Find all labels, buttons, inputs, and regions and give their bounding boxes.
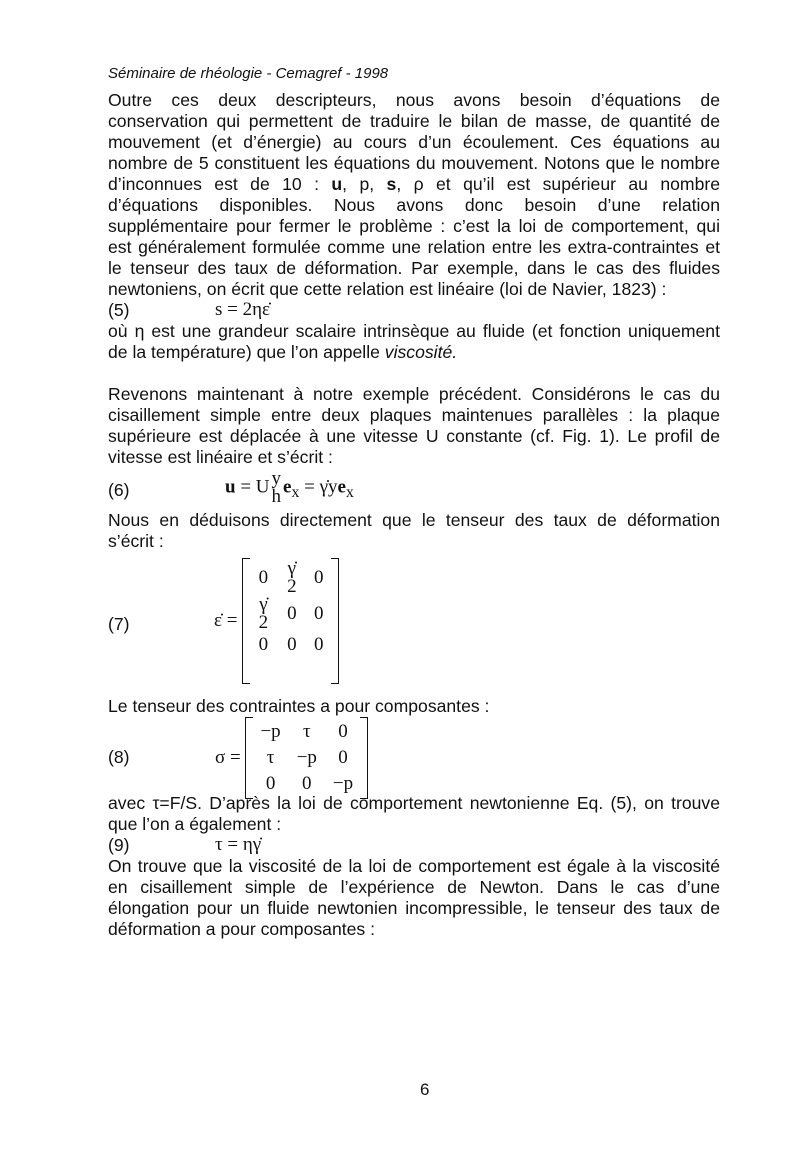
paragraph-viscosity [108,321,720,363]
text-line: en cisaillement simple de l’expérience de Newton. Dans le cas d’une [108,877,720,897]
text-line: Outre ces deux descripteurs, nous avons besoin d’équations de [108,90,720,110]
paragraph-shear-example [108,384,720,468]
text-line: Revenons maintenant à notre exemple précédent. Considérons le cas du [108,384,720,404]
text-line: On trouve que la viscosité de la loi de comportement est égale à la viscosité [108,856,720,876]
eq5-rhs: 2ηε̇ [242,299,271,320]
paragraph-elongation [108,856,720,940]
italic-term: viscosité. [384,342,458,362]
bold-symbol: u [331,174,343,194]
document-body [108,90,720,940]
eq9-expression: τ = ηγ̇ [215,834,262,855]
running-header: Séminaire de rhéologie - Cemagref - 1998 [108,65,389,82]
eq8-lhs: σ = [215,747,241,768]
stress-matrix: −p τ 0 τ −p 0 0 0 −p [245,717,368,799]
equation-number: (8) [108,747,130,767]
text-line: Le tenseur des contraintes a pour composantes : [108,696,490,716]
paragraph-conservation [108,90,720,300]
equation-5 [108,300,720,321]
eq5-lhs: s [215,299,223,320]
text-line: conservation qui permettent de traduire le bilan de masse, de quantité de [108,111,720,131]
eq6-lhs: u [225,476,236,498]
fraction-y-over-h: y h [271,468,282,507]
text-line [108,174,720,195]
text-line: d’équations disponibles. Nous avons donc besoin d’une relation [108,195,720,215]
equation-number: (9) [108,835,130,855]
equation-number: (6) [108,480,130,500]
text-line: que l’on a également : [108,814,282,834]
page-number: 6 [420,1080,430,1099]
text-line: s’écrit : [108,531,164,551]
equation-number: (5) [108,300,130,320]
text-line: où η est une grandeur scalaire intrinsèque au fluide (et fonction uniquement [108,321,720,341]
text-line: cisaillement simple entre deux plaques maintenues parallèles : la plaque [108,405,720,425]
eq6-ex: e [283,476,292,498]
text-line: avec τ=F/S. D’après la loi de comportement newtonienne Eq. (5), on trouve [108,793,720,813]
paragraph-strain-rate [108,510,720,552]
eq6-gamma-term: = γ̇y [304,476,338,498]
text-line: supérieure est déplacée à une vitesse U constante (cf. Fig. 1). Le profil de [108,426,720,446]
text-line: le tenseur des taux de déformation. Par exemple, dans le cas des fluides [108,258,720,278]
strain-rate-matrix: 0 γ̇ 2 0 γ̇ 2 0 0 0 0 0 [242,558,338,684]
text-line: newtoniens, on écrit que cette relation est linéaire (loi de Navier, 1823) : [108,279,667,299]
text-segment: de la température) que l’on appelle [108,342,385,362]
text-line: élongation pour un fluide newtonien incompressible, le tenseur des taux de [108,898,720,918]
text-segment: , p, [342,174,387,194]
equation-6: (6) u = U y h $e_x$ = $\gammȧye_x$ [108,468,354,507]
equation-7 [108,552,720,696]
text-segment: d’inconnues est de 10 : [108,174,332,194]
equation-9 [108,835,720,856]
text-line: nombre de 5 constituent les équations du mouvement. Notons que le nombre [108,153,720,173]
paragraph-newtonian-law [108,793,720,835]
eq6-u-term: = U [240,476,270,498]
eq7-lhs: ε̇ = [214,610,238,631]
text-segment: , ρ et qu’il est supérieur au nombre [396,174,721,194]
text-line [108,342,720,363]
equation-number: (7) [108,614,130,634]
text-line: est généralement formulée comme une relation entre les extra-contraintes et [108,237,720,257]
equation-8 [108,717,720,793]
paragraph-stress-tensor [108,696,720,717]
text-line: Nous en déduisons directement que le tenseur des taux de déformation [108,510,720,530]
text-line: mouvement (et d’énergie) au cours d’un écoulement. Ces équations au [108,132,720,152]
bold-symbol: s [386,174,397,194]
text-line: supplémentaire pour fermer le problème : c’est la loi de comportement, qui [108,216,720,236]
eq5-equals: = [227,299,238,320]
text-line: vitesse est linéaire et s’écrit : [108,447,333,467]
text-line: déformation a pour composantes : [108,919,375,939]
